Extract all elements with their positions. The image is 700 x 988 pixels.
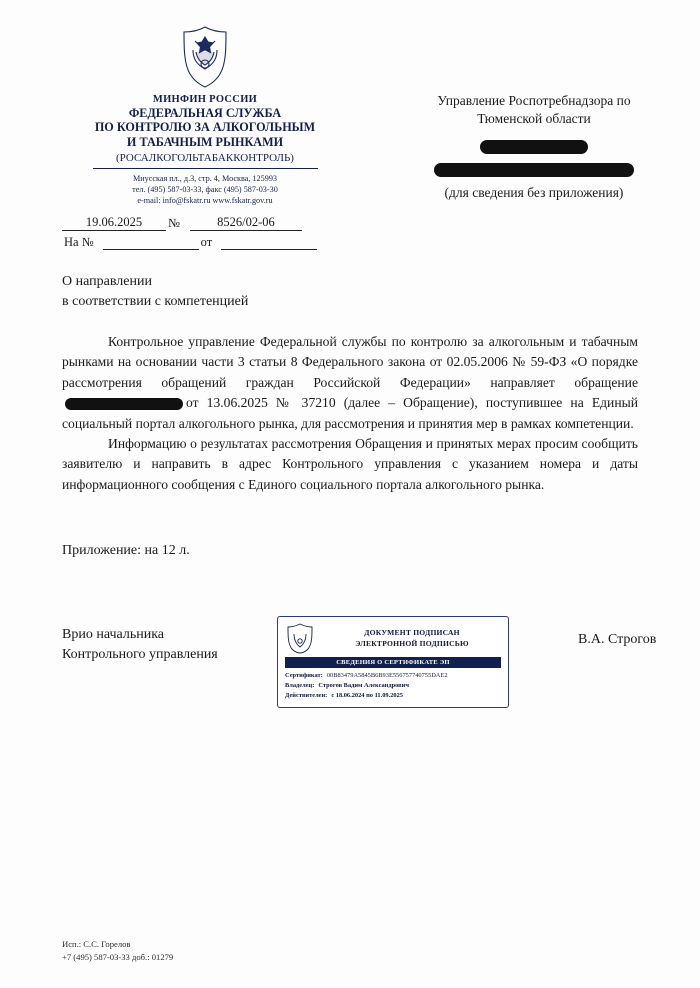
stamp-certificate-row <box>285 671 501 681</box>
signer-position-line2: Контрольного управления <box>62 646 218 662</box>
from-label: от <box>200 235 213 249</box>
executor-phone: +7 (495) 587-03-33 доб.: 01279 <box>62 951 174 962</box>
body-paragraph-1-part2: от 13.06.2025 № 37210 (далее – Обращение), поступившее на Единый социальный портал алкогольного рынка, для рассмотрения и принятия мер в рамках компетенции. <box>62 395 638 431</box>
signer-name: В.А. Строгов <box>578 632 657 647</box>
letter-body <box>62 332 638 495</box>
redaction-bar-2 <box>434 163 634 177</box>
stamp-details <box>285 671 501 701</box>
stamp-validity-label: Действителен: <box>285 691 328 699</box>
stamp-header <box>285 622 501 654</box>
letterhead-divider <box>93 168 318 169</box>
agency-phone: тел. (495) 587-03-33, факс (495) 587-03-30 <box>132 185 278 195</box>
stamp-certificate-label: Сертификат: <box>285 672 323 679</box>
stamp-owner-label: Владелец: <box>285 681 315 689</box>
addressee-line1: Управление Роспотребнадзора по <box>437 93 631 108</box>
electronic-signature-stamp <box>277 616 509 708</box>
agency-address: Миусская пл., д.3, стр. 4, Москва, 125993 <box>132 174 278 184</box>
stamp-validity-value: с 18.06.2024 по 11.09.2025 <box>331 691 403 699</box>
redaction-bar-1 <box>480 140 588 154</box>
addressee-note: (для сведения без приложения) <box>444 184 624 200</box>
body-paragraph-1 <box>62 332 638 434</box>
redaction-bar-inline <box>65 398 183 410</box>
stamp-emblem-icon <box>285 622 315 654</box>
stamp-owner-value: Строгов Вадим Александрович <box>318 681 409 689</box>
reply-label: На № <box>64 235 94 249</box>
agency-name-line3: И ТАБАЧНЫМ РЫНКАМИ <box>126 134 284 149</box>
subject-line2: в соответствии с компетенцией <box>62 294 249 310</box>
agency-name-line1: ФЕДЕРАЛЬНАЯ СЛУЖБА <box>128 106 282 120</box>
subject-block <box>62 272 248 313</box>
body-paragraph-1-part1: Контрольное управление Федеральной службы по контролю за алкогольным и табачным рынками на основании части 3 статьи 8 Федерального закона от 02.05.2006 № 59-ФЗ «О порядке рассмотрения обращений граждан Российской Федерации» направляет обращение <box>62 334 638 390</box>
body-paragraph-2: Информацию о результатах рассмотрения Обращения и принятых мерах просим сообщить заявителю и направить в адрес Контрольного управления с указанием номера и даты информационного сообщения с Единого социального портала алкогольного рынка. <box>62 435 638 492</box>
executor-block <box>62 938 173 964</box>
number-label: № <box>168 216 180 230</box>
document-date: 19.06.2025 <box>62 215 166 231</box>
signer-position <box>62 625 218 665</box>
addressee-block <box>400 92 668 201</box>
stamp-certificate-value: 00B83479A5845B6B93E556757740755DAE2 <box>326 672 448 679</box>
reply-date <box>221 249 317 250</box>
executor-name: Исп.: С.С. Горелов <box>62 939 131 949</box>
coat-of-arms-icon <box>176 24 234 90</box>
agency-email: e-mail: info@fskatr.ru www.fskatr.gov.ru <box>137 196 273 206</box>
stamp-title-line2: ЭЛЕКТРОННОЙ ПОДПИСЬЮ <box>355 639 469 648</box>
signer-position-line1: Врио начальника <box>62 627 165 642</box>
letterhead <box>60 24 350 206</box>
agency-name-line2: ПО КОНТРОЛЮ ЗА АЛКОГОЛЬНЫМ <box>94 120 316 135</box>
reply-number <box>103 249 199 250</box>
stamp-certificate-bar: СВЕДЕНИЯ О СЕРТИФИКАТЕ ЭП <box>285 657 501 668</box>
ministry-name: МИНФИН РОССИИ <box>152 94 258 105</box>
agency-short-name: (РОСАЛКОГОЛЬТАБАККОНТРОЛЬ) <box>116 152 294 165</box>
document-meta <box>62 212 322 250</box>
stamp-title-line1: ДОКУМЕНТ ПОДПИСАН <box>364 627 460 637</box>
stamp-owner-row <box>285 681 501 691</box>
stamp-validity-row <box>285 691 501 701</box>
addressee-line2: Тюменской области <box>477 110 591 126</box>
document-number: 8526/02-06 <box>190 215 302 231</box>
subject-line1: О направлении <box>62 274 152 289</box>
attachment-note: Приложение: на 12 л. <box>62 543 190 558</box>
